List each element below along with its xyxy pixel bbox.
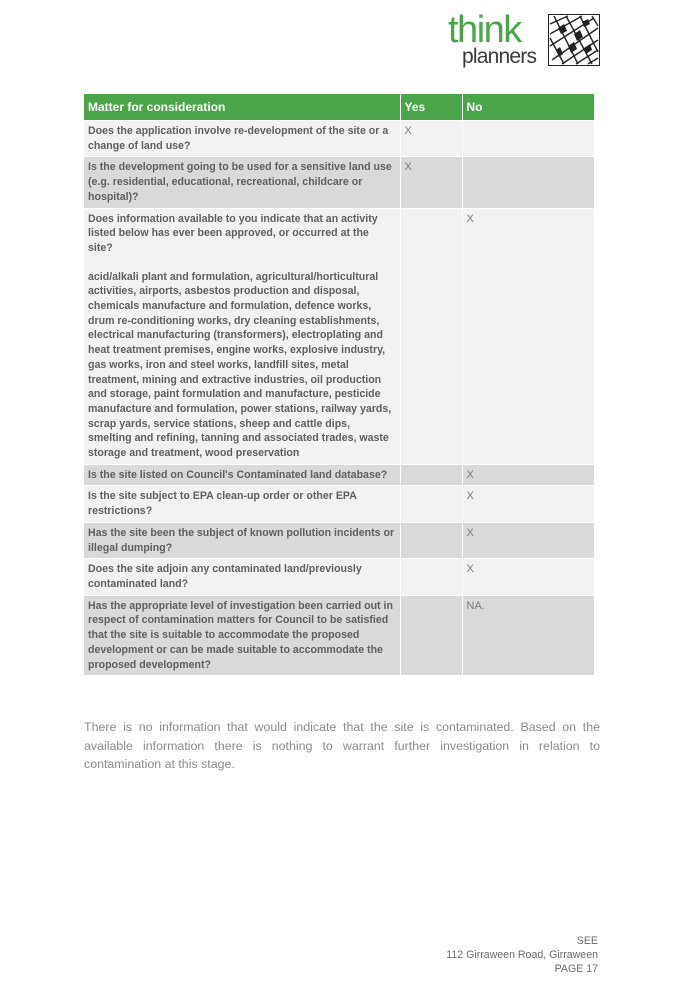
- footer-page-number: PAGE 17: [554, 963, 598, 975]
- contamination-summary-paragraph: There is no information that would indicate that the site is contaminated. Based on the available information there is nothing to warrant further investigation in relation to contamination at this stage.: [84, 720, 600, 771]
- page-footer: [446, 934, 598, 976]
- question-text: Has the site been the subject of known pollution incidents or illegal dumping?: [88, 526, 395, 554]
- yes-cell: [400, 208, 462, 464]
- table-row: [84, 522, 594, 558]
- logo-word-planners: planners: [462, 45, 537, 68]
- question-cell: [84, 559, 400, 595]
- question-cell: [84, 595, 400, 675]
- question-text: Does the site adjoin any contaminated land/previously contaminated land?: [88, 563, 362, 590]
- question-cell: [84, 486, 400, 522]
- question-text: Is the development going to be used for a sensitive land use (e.g. residential, educational, recreational, childcare or hospital)?: [88, 161, 392, 203]
- contamination-matters-table: [84, 94, 594, 675]
- no-mark: NA.: [466, 599, 485, 612]
- table-row: [84, 486, 594, 522]
- no-cell: [462, 157, 594, 208]
- no-mark: X: [466, 526, 474, 539]
- question-cell: [84, 464, 400, 486]
- question-text: Does the application involve re-development of the site or a change of land use?: [88, 125, 389, 152]
- question-text: Is the site subject to EPA clean-up order or other EPA restrictions?: [88, 490, 357, 518]
- question-text: Does information available to you indicate that an activity listed below has ever been approved, or occurred at the site?: [88, 212, 378, 254]
- think-planners-logo: [448, 9, 602, 70]
- no-cell: [462, 522, 594, 558]
- no-mark: X: [466, 563, 474, 576]
- table-row: [84, 121, 594, 157]
- abstract-map-grid-icon: [548, 14, 600, 66]
- footer-see: SEE: [576, 935, 598, 947]
- no-cell: [462, 595, 594, 675]
- yes-cell: [400, 522, 462, 558]
- no-mark: X: [466, 212, 474, 225]
- question-cell: [84, 522, 400, 558]
- header-matter: Matter for consideration: [84, 94, 400, 121]
- question-cell: [84, 157, 400, 208]
- no-cell: [462, 121, 594, 157]
- yes-mark: X: [404, 161, 412, 174]
- table-row: [84, 157, 594, 208]
- table-header-row: [84, 94, 594, 121]
- no-cell: [462, 464, 594, 486]
- table-row: [84, 595, 594, 675]
- yes-cell: [400, 121, 462, 157]
- yes-cell: [400, 559, 462, 595]
- no-mark: X: [466, 490, 474, 503]
- no-cell: [462, 208, 594, 464]
- question-text: Is the site listed on Council's Contaminated land database?: [88, 468, 388, 481]
- no-cell: [462, 486, 594, 522]
- footer-address: 112 Girraween Road, Girraween: [446, 949, 598, 961]
- yes-cell: [400, 464, 462, 486]
- yes-cell: [400, 486, 462, 522]
- yes-cell: [400, 157, 462, 208]
- yes-mark: X: [404, 125, 412, 137]
- table-row: [84, 464, 594, 486]
- table-row: [84, 559, 594, 595]
- question-cell: [84, 208, 400, 464]
- question-cell: [84, 121, 400, 157]
- activity-list-text: acid/alkali plant and formulation, agricultural/horticultural activities, airports, asbestos production and disposal, chemicals manufacture and formulation, defence works, drum re-conditioning works, dry cleaning establishments, electrical manufacturing (transformers), electroplating and heat treatment premises, engine works, explosive industry, gas works, iron and steel works, landfill sites, metal treatment, mining and extractive industries, oil production and storage, paint formulation and manufacture, pesticide manufacture and formulation, power stations, railway yards, scrap yards, service stations, sheep and cattle dips, smelting and refining, tanning and associated trades, waste storage and treatment, wood preservation: [88, 270, 392, 460]
- no-cell: [462, 559, 594, 595]
- question-text: Has the appropriate level of investigation been carried out in respect of contamination matters for Council to be satisfied that the site is suitable to accommodate the proposed development or can be made suitable to accommodate the proposed development?: [88, 599, 393, 671]
- logo-word-think: think: [448, 9, 521, 51]
- header-yes: Yes: [400, 94, 462, 121]
- table-row: [84, 208, 594, 464]
- no-mark: X: [466, 468, 474, 481]
- yes-cell: [400, 595, 462, 675]
- header-no: No: [462, 94, 594, 121]
